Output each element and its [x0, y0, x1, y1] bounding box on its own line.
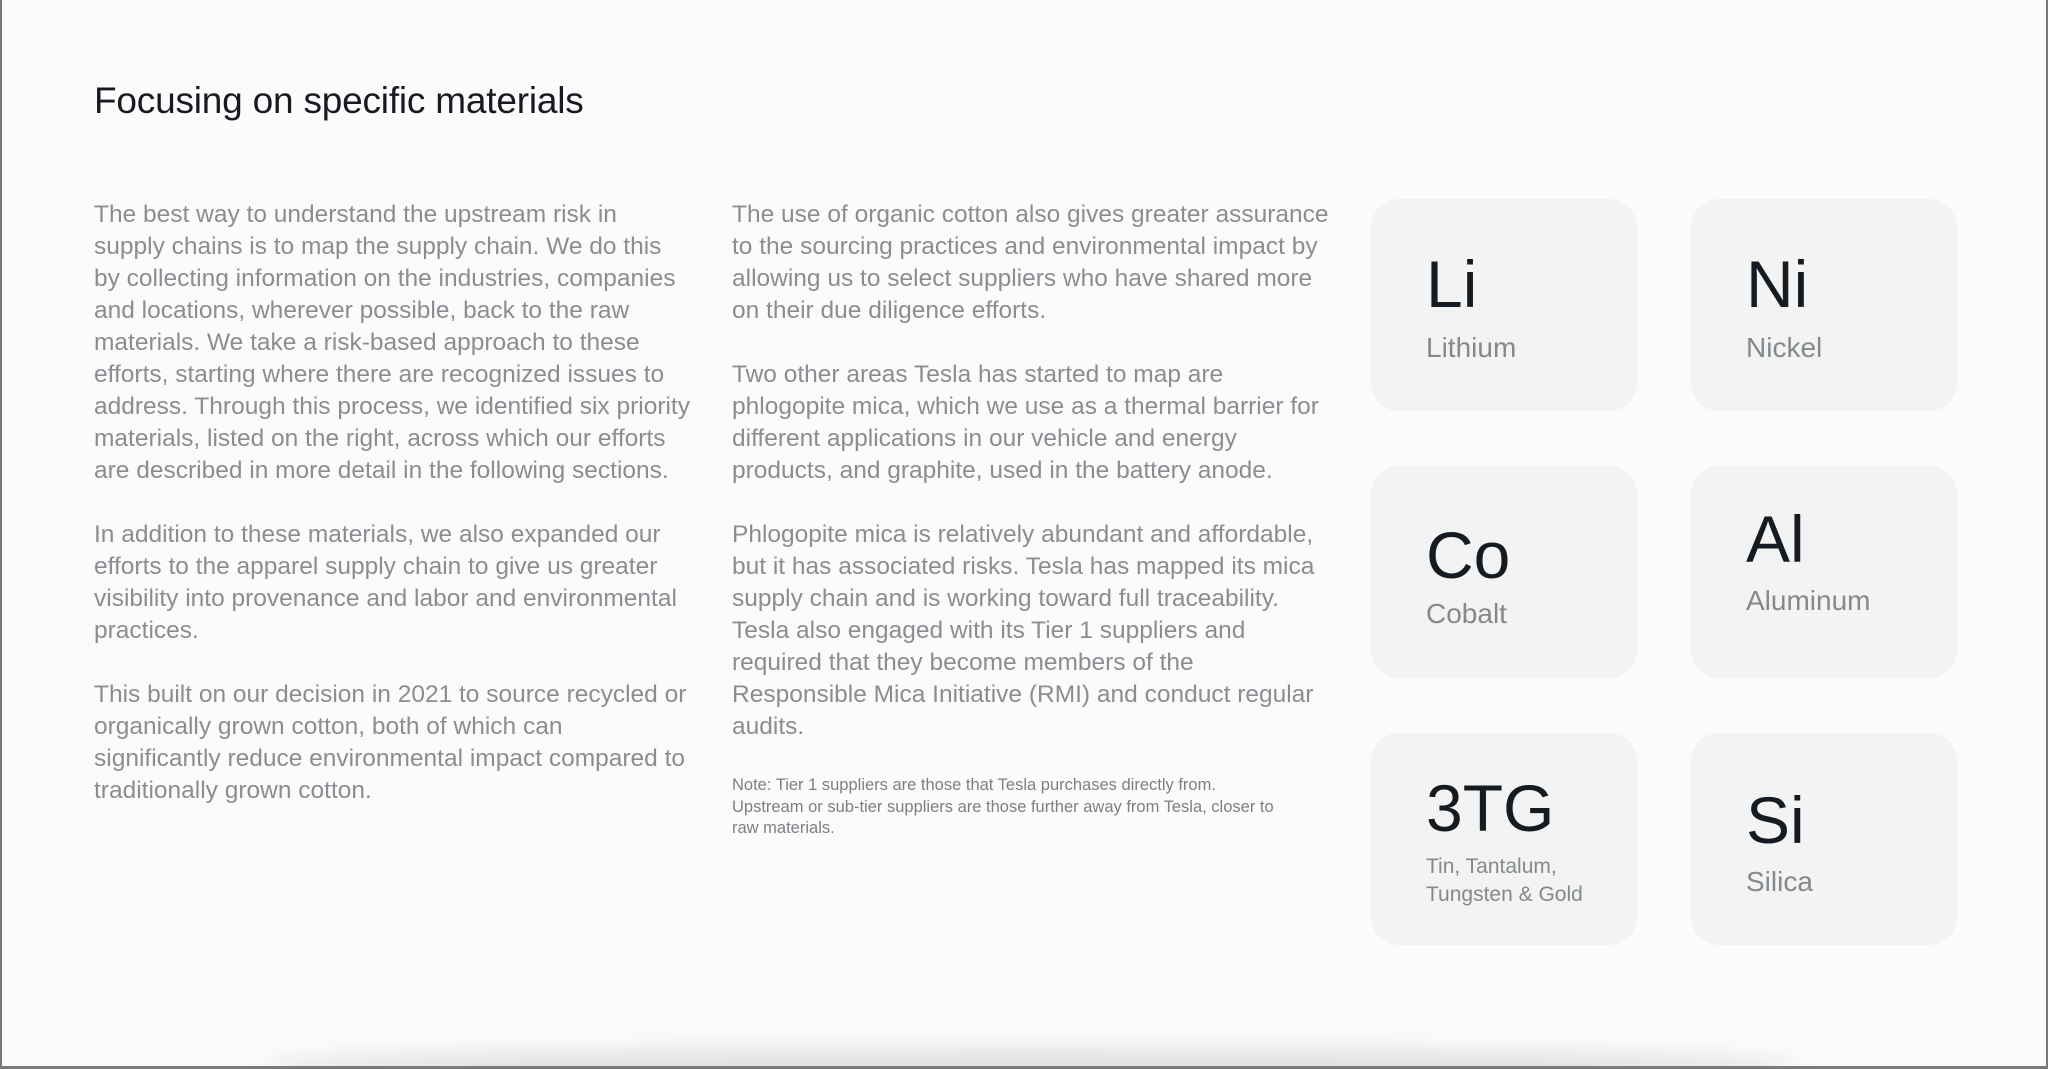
page-title: Focusing on specific materials — [94, 80, 584, 121]
material-name: Nickel — [1746, 332, 1823, 363]
material-name: Aluminum — [1746, 585, 1871, 616]
material-symbol: Si — [1746, 783, 1805, 857]
material-symbol: Li — [1426, 247, 1478, 321]
paragraph: In addition to these materials, we also expanded our efforts to the apparel supply chain to give us greater visibility into provenance and labor and environmental practices. — [94, 521, 677, 644]
material-tile-lithium — [1371, 199, 1637, 411]
paragraph: The use of organic cotton also gives greater assurance to the sourcing practices and environmental impact by allowing us to select suppliers who have shared more on their due diligence efforts. — [732, 201, 1329, 324]
material-symbol: Ni — [1746, 247, 1809, 321]
material-tile-aluminum — [1691, 466, 1957, 678]
material-name: Lithium — [1426, 332, 1517, 363]
material-symbol: 3TG — [1426, 771, 1555, 845]
paragraph: The best way to understand the upstream risk in supply chains is to map the supply chain. We do this by collecting information on the industries, companies and locations, wherever possible, back to the raw materials. We take a risk-based approach to these efforts, starting where there are recognized issues to address. Through this process, we identified six priority materials, listed on the right, across which our efforts are described in more detail in the following sections. — [94, 201, 690, 484]
left-text-column — [94, 199, 694, 839]
material-tile-nickel — [1691, 199, 1957, 411]
paragraph: Two other areas Tesla has started to map are phlogopite mica, which we use as a thermal barrier for different applications in our vehicle and energy products, and graphite, used in the battery anode. — [732, 361, 1319, 484]
material-symbol: Co — [1426, 518, 1511, 592]
material-tile-3tg — [1371, 733, 1637, 945]
footnote: Note: Tier 1 suppliers are those that Tesla purchases directly from. Upstream or sub-tier suppliers are those further away from Tesla, closer to raw materials. — [732, 776, 1274, 837]
material-name: Silica — [1746, 866, 1813, 897]
middle-text-column — [732, 199, 1332, 872]
material-tile-cobalt — [1371, 466, 1637, 678]
material-name: Tin, Tantalum, Tungsten & Gold — [1426, 855, 1583, 906]
paragraph: Phlogopite mica is relatively abundant and affordable, but it has associated risks. Tesla has mapped its mica supply chain and is working toward full traceability. Tesla also engaged with its Tier 1 suppliers and required that they become members of the Responsible Mica Initiative (RMI) and conduct regular audits. — [732, 521, 1315, 740]
bottom-shadow — [262, 1048, 1802, 1069]
paragraph: This built on our decision in 2021 to source recycled or organically grown cotton, both of which can significantly reduce environmental impact compared to traditionally grown cotton. — [94, 681, 687, 804]
material-tile-silica — [1691, 733, 1957, 945]
material-name: Cobalt — [1426, 598, 1507, 629]
material-symbol: Al — [1746, 502, 1805, 576]
